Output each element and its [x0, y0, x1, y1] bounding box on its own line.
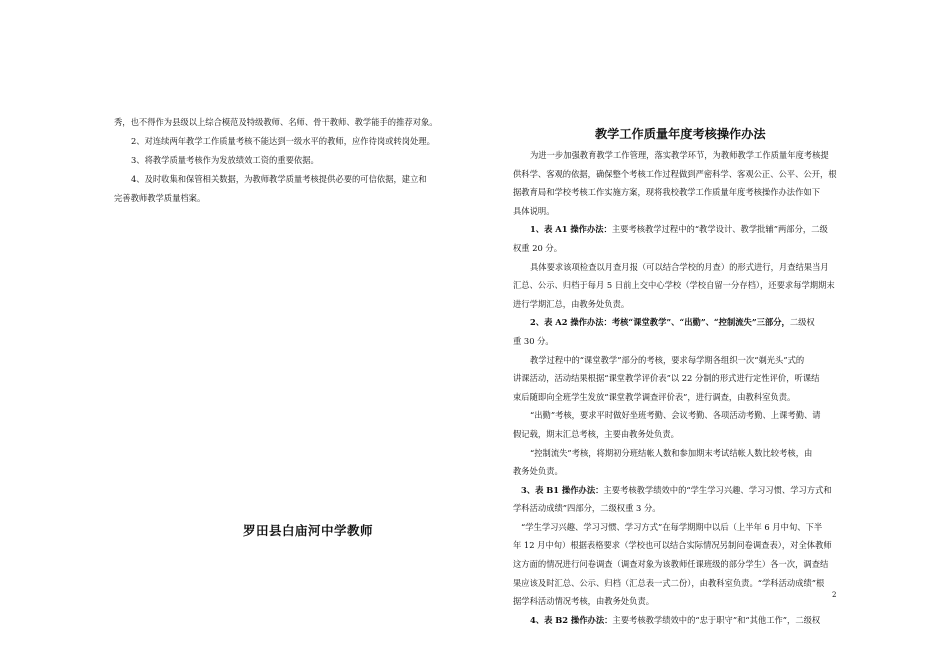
- b1-detail-line: “学生学习兴趣、学习习惯、学习方式”在每学期期中以后（上半年 6 月中旬、下半: [521, 521, 823, 532]
- b1-detail-line: 果应该及时汇总、公示、归档（汇总表一式二份），由教科室负责。“学科活动成绩”根: [513, 577, 825, 588]
- page-number: 2: [832, 591, 837, 599]
- b2-heading: 4、表 B2 操作办法：: [530, 614, 613, 625]
- a2-heading-line: [513, 313, 847, 332]
- a2-detail-line: 束后随即向全班学生发放“课堂教学调查评价表”，进行调查，由教科室负责。: [513, 391, 796, 402]
- a2-heading: 2、表 A2 操作办法：考核“课堂教学”、“出勤”、“控制流失”三部分，: [530, 317, 790, 328]
- b1-detail-line: 这方面的情况进行问卷调查（调查对象为该教师任课班级的部分学生）各一次，调查结: [513, 559, 829, 570]
- left-column: [114, 113, 438, 208]
- b1-heading: 3、表 B1 操作办法：: [521, 484, 604, 495]
- a1-detail-line: 进行学期汇总，由教务处负责。: [513, 298, 630, 309]
- attendance-line: “出勤”考核，要求平时做好坐班考勤、会议考勤、各项活动考勤、上课考勤、请: [530, 410, 821, 421]
- a1-text: 主要考核教学过程中的“教学设计、教学批辅”两部分，二级: [611, 224, 828, 235]
- a1-heading: 1、表 A1 操作办法：: [530, 224, 612, 235]
- a2-detail-line: 讲课活动，活动结果根据“课堂教学评价表”以 22 分制的形式进行定性评价，听课结: [513, 373, 820, 384]
- intro-line: 为进一步加强教育教学工作管理，落实教学环节，为教师教学工作质量年度考核提: [530, 150, 829, 160]
- a1-heading-line: [513, 220, 847, 239]
- intro-line: 具体说明。: [513, 205, 555, 216]
- loss-control-line: “控制流失”考核，将期初分班结帐人数和参加期末考试结帐人数比较考核，由: [530, 447, 813, 458]
- b2-heading-line: [513, 611, 847, 630]
- b2-text: 主要考核教学绩效中的“忠于职守”和“其他工作”，二级权: [612, 614, 821, 625]
- b1-text: 主要考核教学绩效中的“学生学习兴趣、学习习惯、学习方式和: [603, 484, 832, 495]
- a1-detail-line: 具体要求该项检查以月查月报（可以结合学校的月查）的形式进行，月查结果当月: [530, 261, 829, 272]
- a2-text-line: 重 30 分。: [513, 335, 554, 346]
- left-paragraph-line: 完善教师教学质量档案。: [114, 193, 206, 203]
- b1-heading-line: [513, 481, 847, 500]
- left-paragraph-line: 3、将教学质量考核作为发放绩效工资的重要依据。: [131, 155, 319, 165]
- b1-text-line: 学科活动成绩”四部分，二级权重 3 分。: [513, 503, 661, 514]
- a1-detail-line: 汇总、公示、归档于每月 5 日前上交中心学校（学校自留一分存档），还要求每学期期末: [513, 280, 835, 291]
- a2-text: 二级权: [789, 317, 815, 328]
- left-paragraph-line: 秀，也不得作为县级以上综合模范及特级教师、名师、骨干教师、教学能手的推荐对象。: [114, 117, 438, 127]
- a2-detail-line: 教学过程中的“课堂教学”部分的考核，要求每学期各组织一次“剃光头”式的: [530, 354, 805, 365]
- attendance-line: 假记载，期末汇总考核，主要由教务处负责。: [513, 428, 679, 439]
- intro-line: 供科学、客观的依据，确保整个考核工作过程做到严密科学、客观公正、公平、公开，根: [513, 168, 837, 179]
- right-column: [513, 146, 847, 629]
- b1-detail-line: 据学科活动情况考核，由教务处负责。: [513, 596, 655, 607]
- school-title: 罗田县白庙河中学教师: [243, 523, 374, 538]
- document-title: 教学工作质量年度考核操作办法: [595, 127, 766, 141]
- left-paragraph-line: 4、及时收集和保管相关数据，为教师教学质量考核提供必要的可信依据，建立和: [131, 174, 427, 184]
- intro-line: 据教育局和学校考核工作实施方案，现将我校教学工作质量年度考核操作办法作如下: [513, 187, 820, 198]
- b1-detail-line: 年 12 月中旬）根据表格要求（学校也可以结合实际情况另制问卷调查表），对全体教师: [513, 540, 832, 551]
- a1-text-line: 权重 20 分。: [513, 242, 563, 253]
- left-paragraph-line: 2、对连续两年教学工作质量考核不能达到一级水平的教师，应作待岗或转岗处理。: [131, 136, 435, 146]
- loss-control-line: 教务处负责。: [513, 466, 563, 477]
